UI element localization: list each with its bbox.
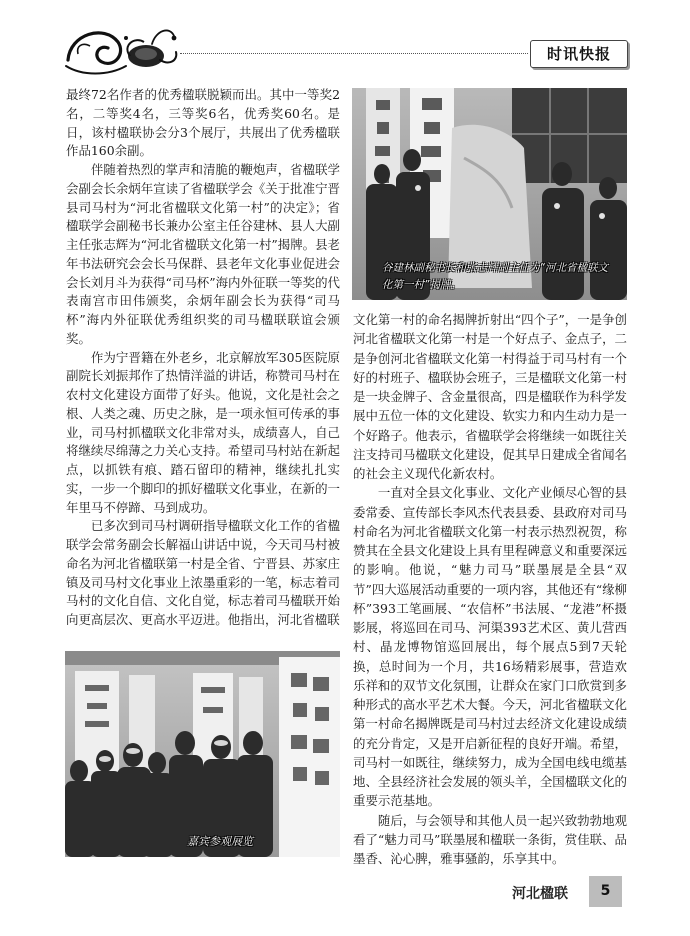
section-label: 时讯快报 (530, 40, 628, 68)
left-column (66, 86, 340, 634)
flower-swirl-icon (60, 16, 182, 80)
unveiling-photo (352, 88, 627, 300)
photo-caption: 谷建林副秘书长和张志辉副主任为“河北省楹联文化第一村”揭牌。 (382, 262, 608, 291)
header-rule (180, 53, 528, 54)
exhibition-photo-image (65, 651, 340, 857)
paragraph: 伴随着热烈的掌声和清脆的鞭炮声，省楹联学会副会长余炳年宣读了省楹联学会《关于批准宁晋县司马村为“河北省楹联文化第一村”的决定》；省楹联学会副秘书长兼办公室主任谷建林、县人大副主任张志辉为“河北省楹联文化第一村”揭牌。县老年书法研究会会长马保群、县老年文化事业促进会会长刘月斗为获得“司马杯”海内外征联一等奖的代表南宫市田伟颁奖，余炳年副会长为获得“司马杯”海内外征联优秀组织奖的司马楹联联谊会颁奖。 (66, 162, 340, 346)
paragraph: 随后，与会领导和其他人员一起兴致勃勃地观看了“魅力司马”联墨展和楹联一条街，赏佳联、品墨香、沁心脾，雅事骚韵，乐享其中。 (353, 812, 627, 866)
photo-caption: 嘉宾参观展览 (187, 835, 253, 848)
paragraph: 文化第一村的命名揭牌折射出“四个子”，一是争创河北省楹联文化第一村是一个好点子、金点子，二是争创河北省楹联文化第一村得益于司马村有一个好的村班子、楹联协会班子，三是楹联文化第一村是一块金牌子、含金量很高，四是楹联作为科学发展中五位一体的文化建设、软实力和内生动力是一个好路子。他表示，省楹联学会将继续一如既往关注支持司马楹联文化建设，促其早日建成全省闻名的社会主义现代化新农村。 (353, 312, 627, 481)
paragraph: 一直对全县文化事业、文化产业倾尽心智的县委常委、宣传部长李风杰代表县委、县政府对司马村命名为河北省楹联文化第一村表示热烈祝贺，称赞其在全县文化建设上具有里程碑意义和重要深远的影响。他说，“魅力司马”联墨展是全县“双节”四大巡展活动重要的一项内容，其他还有“缘柳杯”393工笔画展、“农信杯”书法展、“龙港”杯摄影展，将巡回在司马、河渠393艺术区、黄儿营西村、晶龙博物馆巡回展出，每个展点5到7天轮换，总时间为一个月，共16场精彩展事，营造欢乐祥和的双节文化氛围，让群众在家门口欣赏到多种形式的高水平艺术大餐。今天，河北省楹联文化第一村命名揭牌既是司马村过去经济文化建设成绩的充分肯定，又是开启新征程的良好开端。希望，司马村一如既往，继续努力，成为全国电线电缆基地、全县经济社会发展的领头羊，全国楹联文化的重要示范基地。 (353, 485, 627, 809)
page-number: 5 (589, 876, 622, 907)
right-column (353, 310, 627, 870)
exhibition-photo (65, 651, 340, 857)
paragraph: 已多次到司马村调研指导楹联文化工作的省楹联学会常务副会长解福山讲话中说，今天司马村被命名为河北省楹联第一村是全省、宁晋县、苏家庄镇及司马村文化事业上浓墨重彩的一笔，标志着司马村的文化自信、文化自觉，标志着司马楹联开始向更高层次、更高水平迈进。他指出，河北省楹联 (66, 518, 340, 627)
paragraph: 最终72名作者的优秀楹联脱颖而出。其中一等奖2名，二等奖4名，三等奖6名，优秀奖60名。是日，该村楹联协会分3个展厅，共展出了优秀楹联作品160余副。 (66, 87, 340, 159)
paragraph: 作为宁晋籍在外老乡，北京解放军305医院原副院长刘振邦作了热情洋溢的讲话，称赞司马村在农村文化建设方面带了好头。他说，文化是社会之根、人类之魂、历史之脉，是一项永恒可传承的事业，司马村抓楹联文化非常对头，成绩喜人，自己将继续尽绵薄之力关心支持。希望司马村站在新起点，以抓铁有痕、踏石留印的精神，继续扎扎实实，一步一个脚印的抓好楹联文化事业，在新的一年里马不停蹄、马到成功。 (66, 349, 340, 515)
magazine-name: 河北楹联 (512, 886, 568, 902)
